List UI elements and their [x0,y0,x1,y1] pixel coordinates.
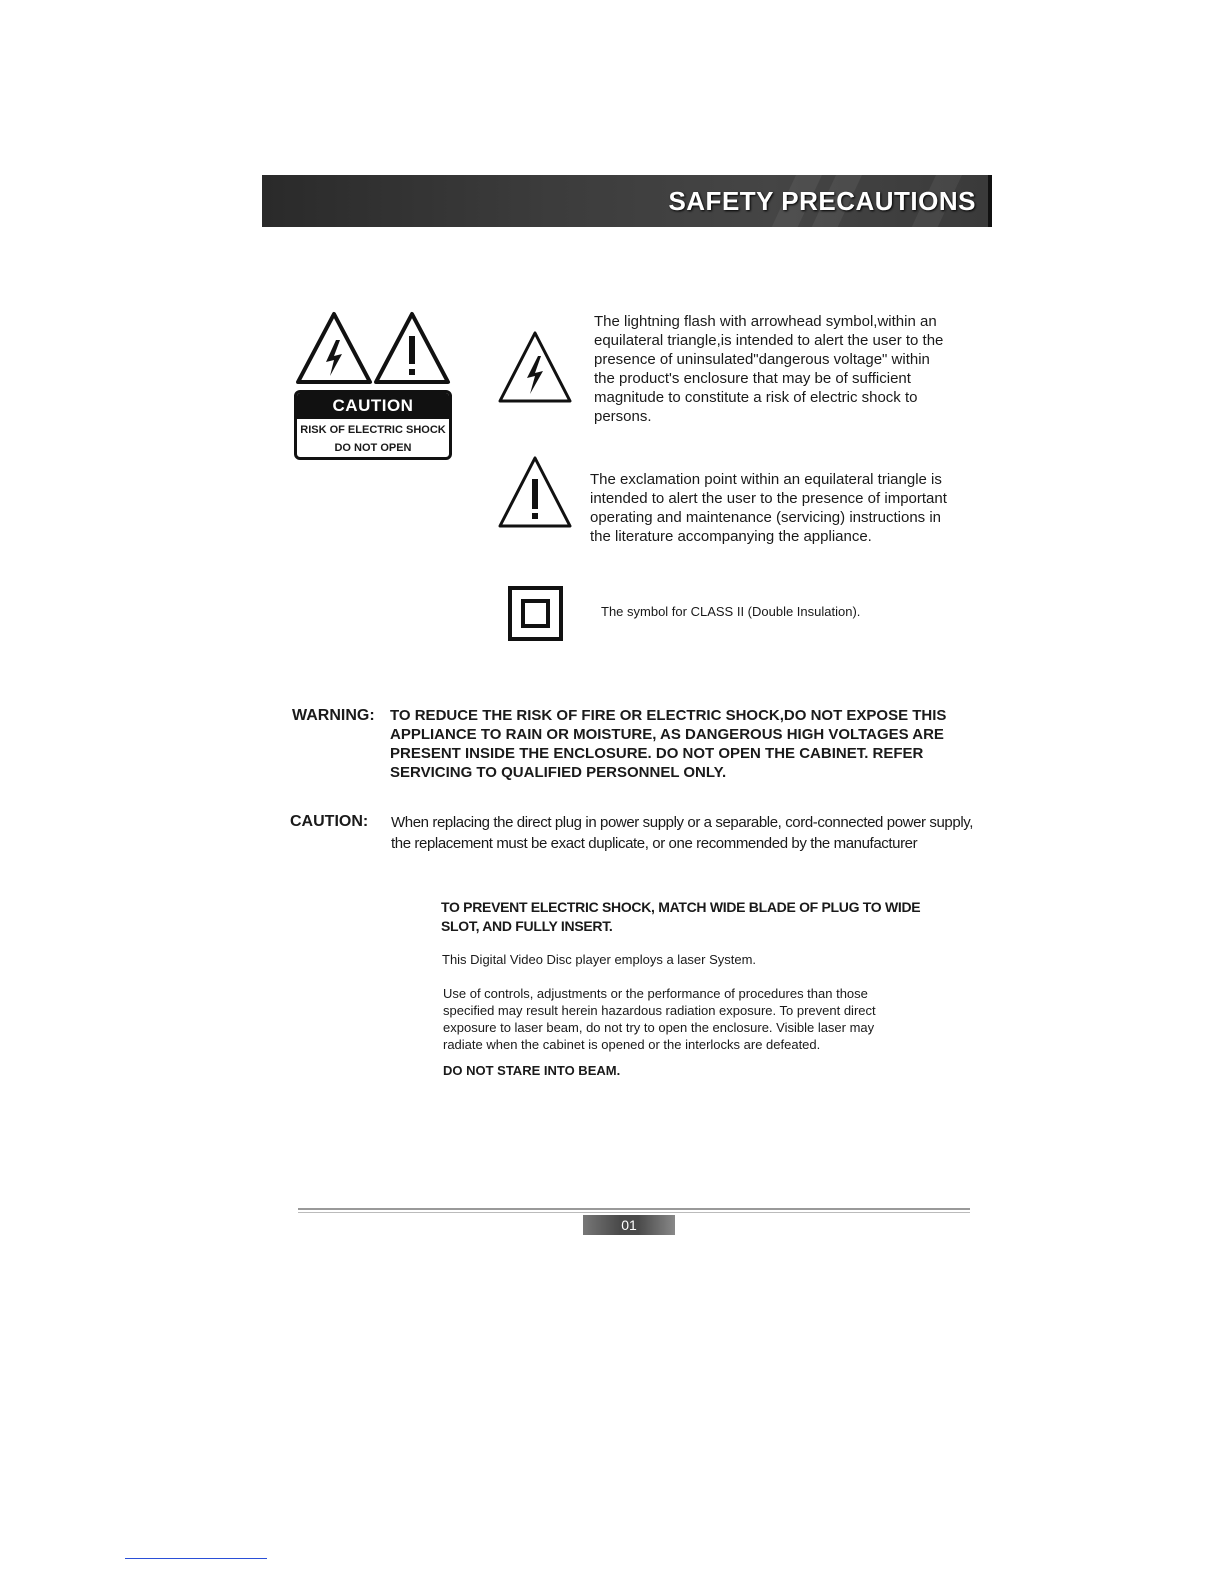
class2-description: The symbol for CLASS II (Double Insulation). [601,604,861,619]
caution-heading: CAUTION [297,393,449,419]
warning-label: WARNING: [292,707,375,724]
warning-text [390,706,1000,782]
caution-risk-text: RISK OF ELECTRIC SHOCK [300,424,446,436]
caution-box [294,390,452,460]
text-line: TO REDUCE THE RISK OF FIRE OR ELECTRIC SHOCK,DO NOT EXPOSE THIS [390,707,947,724]
beam-warning: DO NOT STARE INTO BEAM. [443,1063,621,1078]
bottom-rule [125,1558,267,1559]
laser-intro: This Digital Video Disc player employs a laser System. [442,952,757,967]
caution-label [292,310,456,465]
text-line: PRESENT INSIDE THE ENCLOSURE. DO NOT OPEN THE CABINET. REFER [390,745,924,762]
exclamation-description [590,470,990,546]
text-line: specified may result herein hazardous radiation exposure. To prevent direct [443,1003,876,1018]
laser-details [443,985,963,1053]
lightning-description [594,312,994,426]
caution-label-text: CAUTION: [290,813,369,830]
text-line: persons. [594,408,652,425]
text-line: intended to alert the user to the presence of important [590,490,947,507]
header-banner [262,175,992,227]
text-line: SERVICING TO QUALIFIED PERSONNEL ONLY. [390,764,727,781]
caution-do-not-open-text: DO NOT OPEN [334,442,412,454]
text-line: the product's enclosure that may be of sufficient [594,370,911,387]
warning-triangles-icon [296,310,452,386]
text-line: operating and maintenance (servicing) instructions in [590,509,942,526]
text-line: the replacement must be exact duplicate, or one recommended by the manufacturer [391,835,918,852]
text-line: Use of controls, adjustments or the performance of procedures than those [443,986,868,1001]
text-line: radiate when the cabinet is opened or the interlocks are defeated. [443,1037,821,1052]
text-line: TO PREVENT ELECTRIC SHOCK, MATCH WIDE BLADE OF PLUG TO WIDE [441,899,921,915]
text-line: equilateral triangle,is intended to alert the user to the [594,332,944,349]
text-line: When replacing the direct plug in power supply or a separable, cord-connected power supply, [391,814,974,831]
footer-divider-thin [298,1212,970,1213]
lightning-triangle-icon [497,330,573,404]
page-title: SAFETY PRECAUTIONS [668,186,976,216]
text-line: magnitude to constitute a risk of electric shock to [594,389,918,406]
text-line: APPLIANCE TO RAIN OR MOISTURE, AS DANGEROUS HIGH VOLTAGES ARE [390,726,944,743]
text-line: The lightning flash with arrowhead symbol,within an [594,313,937,330]
text-line: presence of uninsulated"dangerous voltage" within [594,351,930,368]
footer-divider [298,1208,970,1210]
caution-text [391,812,1001,854]
exclamation-triangle-icon [497,455,573,529]
page-number: 01 [583,1215,675,1235]
text-line: the literature accompanying the appliance. [590,528,872,545]
plug-instruction-heading [441,898,981,936]
double-insulation-icon [508,586,563,641]
text-line: exposure to laser beam, do not try to open the enclosure. Visible laser may [443,1020,875,1035]
text-line: SLOT, AND FULLY INSERT. [441,918,613,934]
text-line: The exclamation point within an equilateral triangle is [590,471,942,488]
